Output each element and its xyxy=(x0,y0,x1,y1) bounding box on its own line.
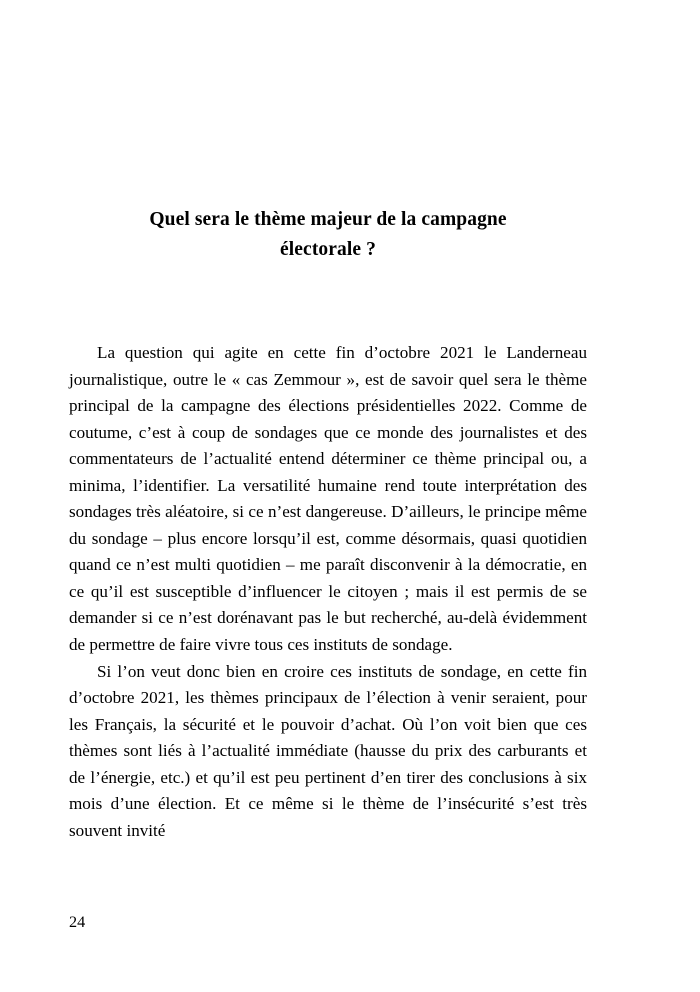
page-title xyxy=(69,205,587,264)
paragraph: La question qui agite en cette fin d’octobre 2021 le Landerneau journalistique, outre le « cas Zemmour », est de savoir quel sera le thème principal de la campagne des élections présidentielles 2022. Comme de coutume, c’est à coup de sondages que ce monde des journalistes et des commentateurs de l’actualité entend déterminer ce thème principal ou, a minima, l’identifier. La versatilité humaine rend toute interprétation des sondages très aléatoire, si ce n’est dangereuse. D’ailleurs, le principe même du sondage – plus encore lorsqu’il est, comme désormais, quasi quotidien quand ce n’est multi quotidien – me paraît disconvenir à la démocratie, en ce qu’il est susceptible d’influencer le citoyen ; mais il est permis de se demander si ce n’est dorénavant pas le but recherché, au-delà évidemment de permettre de faire vivre tous ces instituts de sondage. xyxy=(69,343,587,655)
body-text xyxy=(69,340,587,844)
page-title-line-1: Quel sera le thème majeur de la campagne xyxy=(149,209,507,230)
page-title-line-2: électorale ? xyxy=(280,238,376,260)
page-number: 24 xyxy=(69,913,86,931)
paragraph: Si l’on veut donc bien en croire ces instituts de sondage, en cette fin d’octobre 2021, les thèmes principaux de l’élection à venir seraient, pour les Français, la sécurité et le pouvoir d’achat. Où l’on voit bien que ces thèmes sont liés à l’actualité immédiate (hausse du prix des carburants et de l’énergie, etc.) et qu’il est peu pertinent d’en tirer des conclusions à six mois d’une élection. Et ce même si le thème de l’insécurité s’est très souvent invité xyxy=(69,661,587,840)
